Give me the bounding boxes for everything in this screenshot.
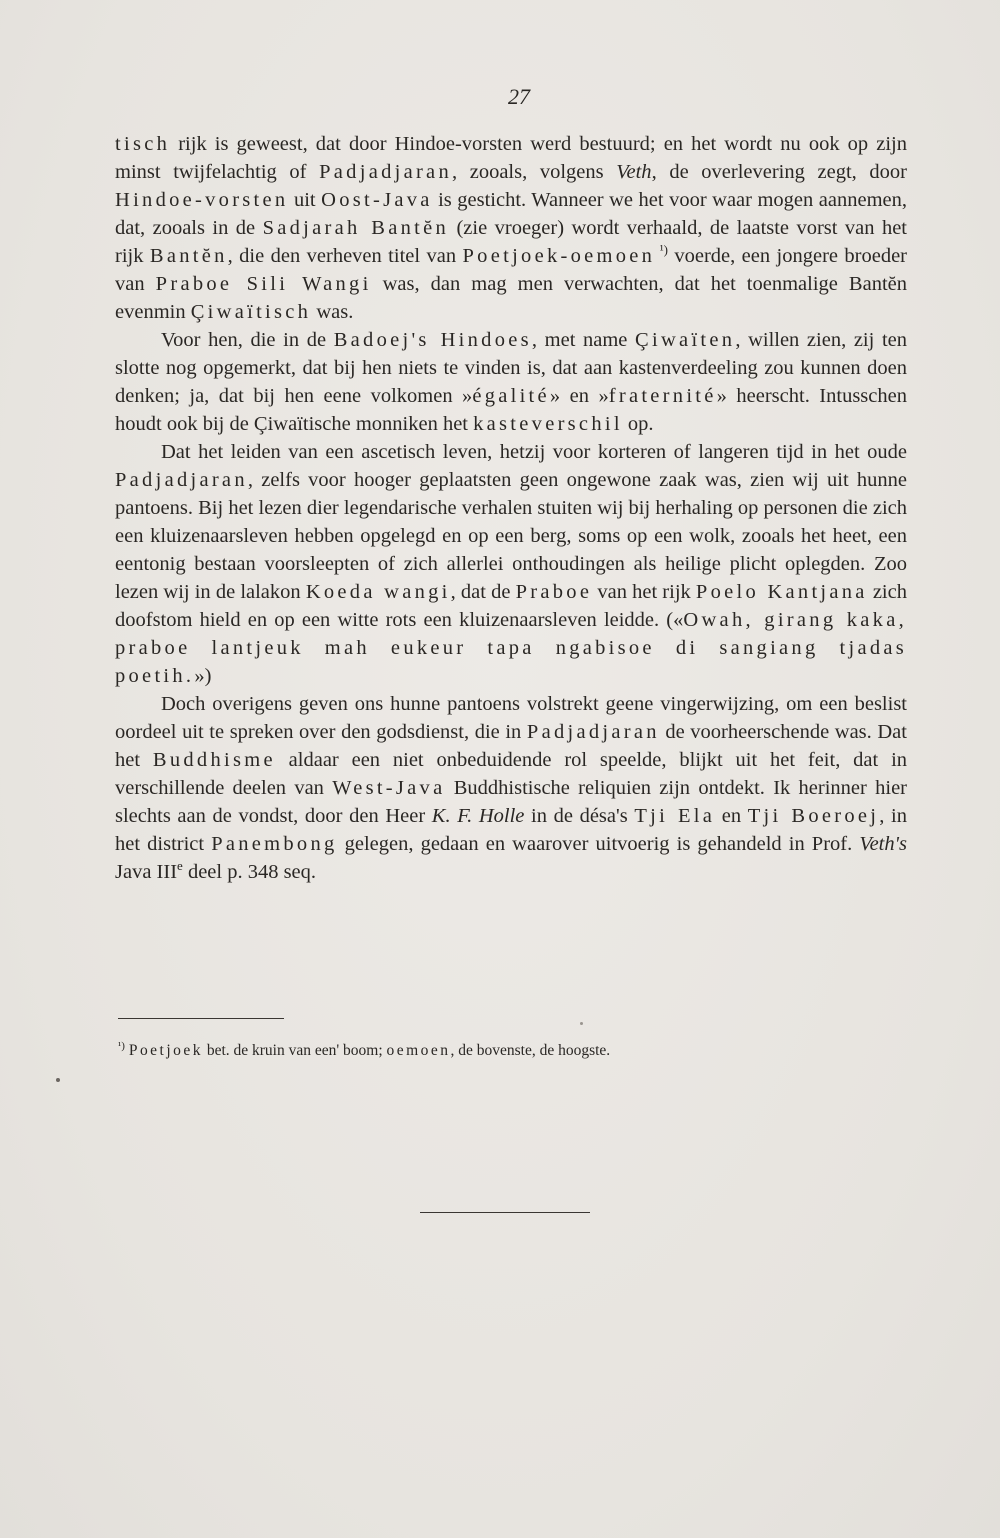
text-segment: Padjadjaran	[319, 161, 452, 183]
text-segment: Tji Ela	[634, 805, 716, 827]
text-segment: Java III	[115, 861, 178, 883]
text-segment: Oost-Java	[321, 189, 433, 211]
body-text	[115, 130, 907, 886]
text-segment: deel p. 348 seq.	[182, 861, 317, 883]
footnote	[118, 1040, 908, 1062]
text-segment: Padjadjaran	[115, 469, 248, 491]
end-divider	[420, 1212, 590, 1213]
text-segment: , zooals, volgens	[451, 161, 617, 183]
text-segment: gelegen, gedaan en waarover uitvoerig is gehandeld in Prof.	[337, 833, 860, 855]
text-segment: K. F. Holle	[431, 805, 525, 827]
text-segment: Panembong	[211, 833, 338, 855]
text-segment: »)	[194, 665, 212, 687]
text-segment: égalité	[472, 385, 550, 407]
footnote-segment: oemoen	[386, 1042, 451, 1059]
text-segment: de voorheerschende was. Dat het	[115, 721, 907, 771]
text-segment: zich doofstom hield en op een witte rots een kluizenaarsleven leidde. («	[115, 581, 907, 631]
text-segment: Çiwaïten	[635, 329, 736, 351]
text-segment: tisch	[115, 133, 171, 155]
text-segment: , die den verheven titel van	[227, 245, 463, 267]
text-segment: Owah, girang kaka, praboe lantjeuk mah eukeur tapa ngabisoe di sangiang tjadas poetih.	[115, 609, 907, 687]
text-segment: uit	[288, 189, 322, 211]
text-segment: » heerscht. Intusschen houdt ook bij de Çiwaïtische monniken het	[115, 385, 907, 435]
text-segment: voerde, een jongere broeder van	[115, 245, 908, 295]
text-segment: Badoej's Hindoes	[333, 329, 532, 351]
text-segment: kasteverschil	[473, 413, 623, 435]
text-segment: » en »	[549, 385, 609, 407]
text-segment: Bantĕn	[149, 245, 228, 267]
footnote-segment: Poetjoek	[128, 1042, 203, 1059]
text-segment: West-Java	[332, 777, 446, 799]
paragraph-1	[115, 130, 907, 326]
text-segment: (zie vroeger) wordt verhaald, de laatste vorst van het rijk	[115, 217, 907, 267]
text-segment: Veth's	[859, 833, 907, 855]
text-segment: rijk is geweest, dat door Hindoe-vorsten werd bestuurd; en het wordt nu ook op zijn minst twijfelachtig of	[115, 133, 907, 183]
text-segment: e	[177, 858, 183, 874]
text-segment: Praboe	[515, 581, 593, 603]
text-segment: aldaar een niet onbeduidende rol speelde, blijkt uit het feit, dat in verschillende deelen van	[115, 749, 908, 799]
text-segment: , met name	[531, 329, 636, 351]
text-segment: Koeda wangi	[305, 581, 451, 603]
text-segment: Veth	[616, 161, 652, 183]
text-segment: Voor hen, die in de	[161, 329, 334, 351]
text-segment: in de désa's	[524, 805, 635, 827]
text-segment: Dat het leiden van een ascetisch leven, hetzij voor korteren of langeren tijd in het oude	[161, 441, 907, 463]
text-segment: en	[715, 805, 748, 827]
text-segment: Çiwaïtisch	[190, 301, 312, 323]
paragraph-3	[115, 438, 907, 690]
text-segment: Buddhisme	[152, 749, 276, 771]
paper-speck	[56, 1078, 60, 1082]
text-segment: Tji Boeroej	[747, 805, 880, 827]
text-segment: fraternité	[608, 385, 717, 407]
text-segment: Doch overigens geven ons hunne pantoens volstrekt geene vingerwijzing, om een beslist oordeel uit te spreken over den godsdienst, die in	[115, 693, 907, 743]
text-segment: Sadjarah Bantĕn	[262, 217, 450, 239]
text-segment: is gesticht. Wanneer we het voor waar mogen aannemen, dat, zooals in de	[115, 189, 907, 239]
text-segment: Hindoe-vorsten	[115, 189, 289, 211]
text-segment: , willen zien, zij ten slotte nog opgemerkt, dat bij hen niets te vinden is, dat aan kastenverdeeling zou kunnen doen denken; ja, dat bij hen eene volkomen »	[115, 329, 907, 407]
paper-speck	[580, 1022, 583, 1025]
text-segment: , in het district	[115, 805, 907, 855]
footnote-segment: bet. de kruin van een' boom;	[202, 1042, 387, 1059]
text-segment: Poelo Kantjana	[695, 581, 868, 603]
footnote-text	[129, 1042, 610, 1059]
footnote-marker: ¹)	[118, 1039, 125, 1052]
footnote-segment: , de bovenste, de hoogste.	[450, 1042, 611, 1059]
text-segment: van het rijk	[592, 581, 696, 603]
text-segment: Padjadjaran	[526, 721, 660, 743]
text-segment: , de overlevering zegt, door	[651, 161, 907, 183]
text-segment: Buddhistische reliquien zijn ontdekt. Ik herinner hier slechts aan de vondst, door den Heer	[115, 777, 907, 827]
text-segment: op.	[622, 413, 654, 435]
text-segment: was.	[311, 301, 354, 323]
text-segment: was, dan mag men verwachten, dat het toenmalige Bantĕn evenmin	[115, 273, 907, 323]
paragraph-4	[115, 690, 907, 886]
paragraph-2	[115, 326, 907, 438]
text-segment: ¹)	[655, 242, 668, 258]
text-segment: Poetjoek-oemoen	[462, 245, 656, 267]
footnote-divider	[118, 1018, 284, 1019]
text-segment: , zelfs voor hooger geplaatsten geen ongewone zaak was, zien wij uit hunne pantoens. Bij het lezen dier legendarische verhalen stuiten wij bij herhaling op personen die zich een kluizenaarsleven hebben opgelegd en op een berg, soms op een wolk, zooals het heet, een eentonig bestaan voorsleepten of zich allerlei onthoudingen als heilige plicht oplegden. Zoo lezen wij in de lalakon	[115, 469, 907, 603]
text-segment: Praboe Sili Wangi	[155, 273, 372, 295]
text-segment: , dat de	[450, 581, 516, 603]
page-number: 27	[508, 84, 530, 109]
